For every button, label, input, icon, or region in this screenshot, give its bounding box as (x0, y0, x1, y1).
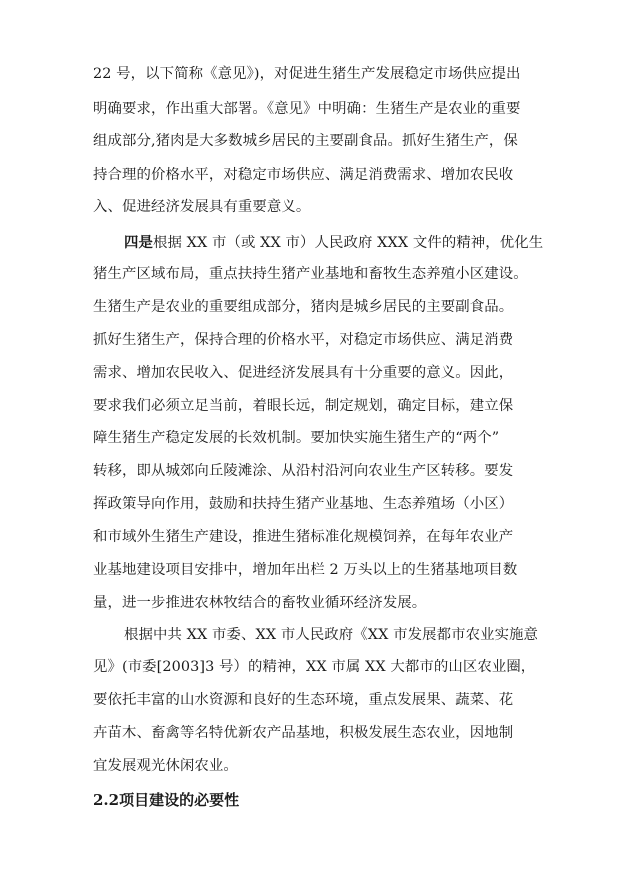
paragraph2-line-2: 猪生产区域布局，重点扶持生猪产业基地和畜牧生态养殖小区建设。 (93, 266, 528, 282)
paragraph1-line-1: 22 号，以下简称《意见》)，对促进生猪生产发展稳定市场供应提出 (93, 66, 521, 82)
paragraph1-line-2: 明确要求，作出重大部署。《意见》中明确：生猪生产是农业的重要 (93, 101, 521, 117)
paragraph2-line-1-text: 根据 XX 市（或 XX 市）人民政府 XXX 文件的精神，优化生 (152, 235, 544, 251)
paragraph2-line-9: 挥政策导向作用，鼓励和扶持生猪产业基地、生态养殖场（小区） (93, 496, 514, 512)
paragraph2-line-8: 转移，即从城郊向丘陵滩涂、从沿村沿河向农业生产区转移。要发 (93, 463, 514, 479)
paragraph2-line-7: 障生猪生产稳定发展的长效机制。要加快实施生猪生产的“两个” (93, 430, 500, 446)
paragraph3-line-3: 要依托丰富的山水资源和良好的生态环境，重点发展果、蔬菜、花 (93, 692, 514, 708)
paragraph3-line-5: 宜发展观光休闲农业。 (93, 758, 238, 774)
paragraph3-line-4: 卉苗木、畜禽等名特优新农产品基地，积极发展生态农业，因地制 (93, 725, 514, 741)
paragraph2-line-12: 量，进一步推进农林牧结合的畜牧业循环经济发展。 (93, 595, 427, 611)
paragraph3-line-2: 见》(市委[2003]3 号）的精神，XX 市属 XX 大都市的山区农业圈， (93, 659, 536, 675)
paragraph2-line-10: 和市域外生猪生产建设，推进生猪标准化规模饲养，在每年农业产 (93, 529, 514, 545)
paragraph2-lead: 四是 (124, 234, 153, 251)
paragraph1-line-5: 入、促进经济发展具有重要意义。 (93, 199, 311, 215)
paragraph2-line-1 (124, 233, 543, 253)
paragraph2-line-6: 要求我们必须立足当前，着眼长远，制定规划，确定目标，建立保 (93, 398, 514, 414)
paragraph3-line-1: 根据中共 XX 市委、XX 市人民政府《XX 市发展都市农业实施意 (124, 627, 539, 643)
section-heading: 2.2项目建设的必要性 (93, 791, 240, 809)
paragraph2-line-3: 生猪生产是农业的重要组成部分，猪肉是城乡居民的主要副食品。 (93, 299, 514, 315)
paragraph2-line-4: 抓好生猪生产，保持合理的价格水平，对稳定市场供应、满足消费 (93, 332, 514, 348)
paragraph1-line-4: 持合理的价格水平，对稳定市场供应、满足消费需求、增加农民收 (93, 167, 514, 183)
paragraph1-line-3: 组成部分,猪肉是大多数城乡居民的主要副食品。抓好生猪生产，保 (93, 133, 518, 149)
paragraph2-line-11: 业基地建设项目安排中，增加年出栏 2 万头以上的生猪基地项目数 (93, 562, 518, 578)
paragraph2-line-5: 需求、增加农民收入、促进经济发展具有十分重要的意义。因此， (93, 365, 514, 381)
